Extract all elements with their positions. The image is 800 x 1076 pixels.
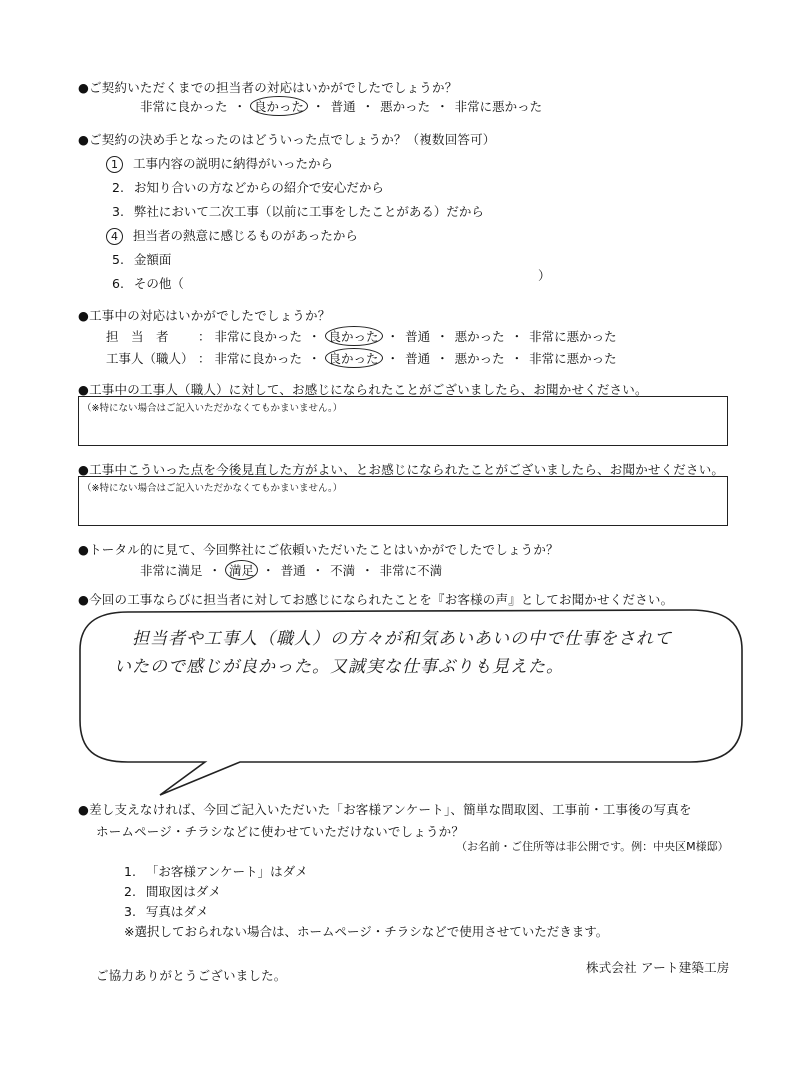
option-good-selected[interactable]: 良かった bbox=[250, 96, 308, 116]
q8-privacy-note: （お名前・ご住所等は非公開です。例：中央区M様邸） bbox=[456, 840, 729, 853]
q8-item-3[interactable] bbox=[124, 902, 208, 920]
question-1-options: 非常に良かった ・ 良かった ・ 普通 ・ 悪かった ・ 非常に悪かった bbox=[140, 96, 542, 116]
option-bad[interactable]: 悪かった bbox=[380, 99, 431, 114]
q8-item-2-label: 間取図はダメ bbox=[145, 884, 221, 899]
q2-item-6-number: 6. bbox=[112, 276, 124, 291]
q3-row-staff-label: 担 当 者 bbox=[106, 329, 169, 344]
q7-handwritten-line-1: 担当者や工事人（職人）の方々が和気あいあいの中で仕事をされて bbox=[132, 629, 672, 649]
q6-normal[interactable]: 普通 bbox=[280, 563, 306, 578]
q6-satisfied-selected[interactable]: 満足 bbox=[225, 560, 258, 580]
q2-item-6-label: その他（ bbox=[133, 276, 184, 291]
q3-staff-very-good[interactable]: 非常に良かった bbox=[214, 329, 303, 344]
question-2: ●ご契約の決め手となったのはどういった点でしょうか？（複数回答可） bbox=[78, 132, 496, 147]
question-1: ●ご契約いただくまでの担当者の対応はいかがでしたでしょうか？ bbox=[78, 80, 458, 95]
q3-worker-very-bad[interactable]: 非常に悪かった bbox=[529, 351, 617, 366]
company-name: 株式会社 アート建築工房 bbox=[586, 960, 730, 975]
q6-dissatisfied[interactable]: 不満 bbox=[330, 563, 356, 578]
question-8-line-1: ●差し支えなければ、今回ご記入いただいた「お客様アンケート」、簡単な間取図、工事前・工事後の写真を bbox=[78, 802, 692, 817]
q2-item-5-number: 5. bbox=[112, 252, 124, 267]
question-8-line-2: ホームページ・チラシなどに使わせていただけないでしょうか？ bbox=[96, 824, 465, 839]
q2-item-3-number: 3. bbox=[112, 204, 124, 219]
thanks-message: ご協力ありがとうございました。 bbox=[96, 968, 287, 983]
q8-item-2-number: 2. bbox=[124, 884, 136, 899]
question-4: ●工事中の工事人（職人）に対して、お感じになられたことがございましたら、お聞かせください。 bbox=[78, 382, 648, 397]
q3-staff-bad[interactable]: 悪かった bbox=[454, 329, 505, 344]
q2-other-close-paren: ） bbox=[538, 268, 551, 283]
q3-row-staff: 担 当 者 ： 非常に良かった ・ 良かった ・ 普通 ・ 悪かった ・ 非常に悪かった bbox=[106, 326, 617, 346]
q3-staff-normal[interactable]: 普通 bbox=[405, 329, 431, 344]
q3-worker-good-selected[interactable]: 良かった bbox=[325, 348, 383, 368]
question-7: ●今回の工事ならびに担当者に対してお感じになられたことを『お客様の声』としてお聞かせください。 bbox=[78, 592, 674, 607]
q3-worker-bad[interactable]: 悪かった bbox=[454, 351, 505, 366]
q8-item-3-label: 写真はダメ bbox=[145, 904, 209, 919]
q3-row-worker: 工事人（職人） ： 非常に良かった ・ 良かった ・ 普通 ・ 悪かった ・ 非常に悪かった bbox=[106, 348, 617, 368]
q4-note: （※特にない場合はご記入いただかなくてもかまいません。） bbox=[82, 403, 343, 414]
q3-staff-very-bad[interactable]: 非常に悪かった bbox=[529, 329, 617, 344]
q6-very-dissatisfied[interactable]: 非常に不満 bbox=[379, 563, 443, 578]
q3-worker-very-good[interactable]: 非常に良かった bbox=[214, 351, 303, 366]
q2-item-5-label: 金額面 bbox=[133, 252, 172, 267]
q2-item-1-label: 工事内容の説明に納得がいったから bbox=[132, 156, 333, 171]
q6-very-satisfied[interactable]: 非常に満足 bbox=[140, 563, 203, 578]
q8-item-1[interactable] bbox=[124, 862, 308, 880]
q3-worker-normal[interactable]: 普通 bbox=[405, 351, 431, 366]
option-very-bad[interactable]: 非常に悪かった bbox=[454, 99, 543, 114]
q2-item-4-number: 4 bbox=[106, 228, 123, 245]
q2-item-2-number: 2. bbox=[112, 180, 124, 195]
q3-row-worker-label: 工事人（職人） bbox=[106, 351, 194, 366]
question-3: ●工事中の対応はいかがでしたでしょうか？ bbox=[78, 308, 331, 323]
q8-item-2[interactable] bbox=[124, 882, 221, 900]
option-very-good[interactable]: 非常に良かった bbox=[140, 99, 228, 114]
q3-staff-good-selected[interactable]: 良かった bbox=[325, 326, 383, 346]
q2-item-3-label: 弊社において二次工事（以前に工事をしたことがある）だから bbox=[133, 204, 484, 219]
q8-item-1-number: 1. bbox=[124, 864, 136, 879]
q8-item-1-label: 「お客様アンケート」はダメ bbox=[145, 864, 308, 879]
q8-item-3-number: 3. bbox=[124, 904, 136, 919]
q2-item-4-label: 担当者の熱意に感じるものがあったから bbox=[132, 228, 358, 243]
q7-handwritten-line-2: いたので感じが良かった。又誠実な仕事ぶりも見えた。 bbox=[114, 657, 564, 677]
q2-item-2-label: お知り合いの方などからの紹介で安心だから bbox=[133, 180, 384, 195]
question-5: ●工事中こういった点を今後見直した方がよい、とお感じになられたことがございましたら、お聞かせください。 bbox=[78, 462, 725, 477]
question-6: ●トータル的に見て、今回弊社にご依頼いただいたことはいかがでしたでしょうか？ bbox=[78, 542, 559, 557]
option-normal[interactable]: 普通 bbox=[330, 99, 356, 114]
q2-item-1-number: 1 bbox=[106, 156, 123, 173]
question-6-options: 非常に満足 ・ 満足 ・ 普通 ・ 不満 ・ 非常に不満 bbox=[140, 560, 442, 580]
q5-note: （※特にない場合はご記入いただかなくてもかまいません。） bbox=[82, 483, 343, 494]
q8-footnote: ※選択しておられない場合は、ホームページ・チラシなどで使用させていただきます。 bbox=[124, 924, 609, 939]
